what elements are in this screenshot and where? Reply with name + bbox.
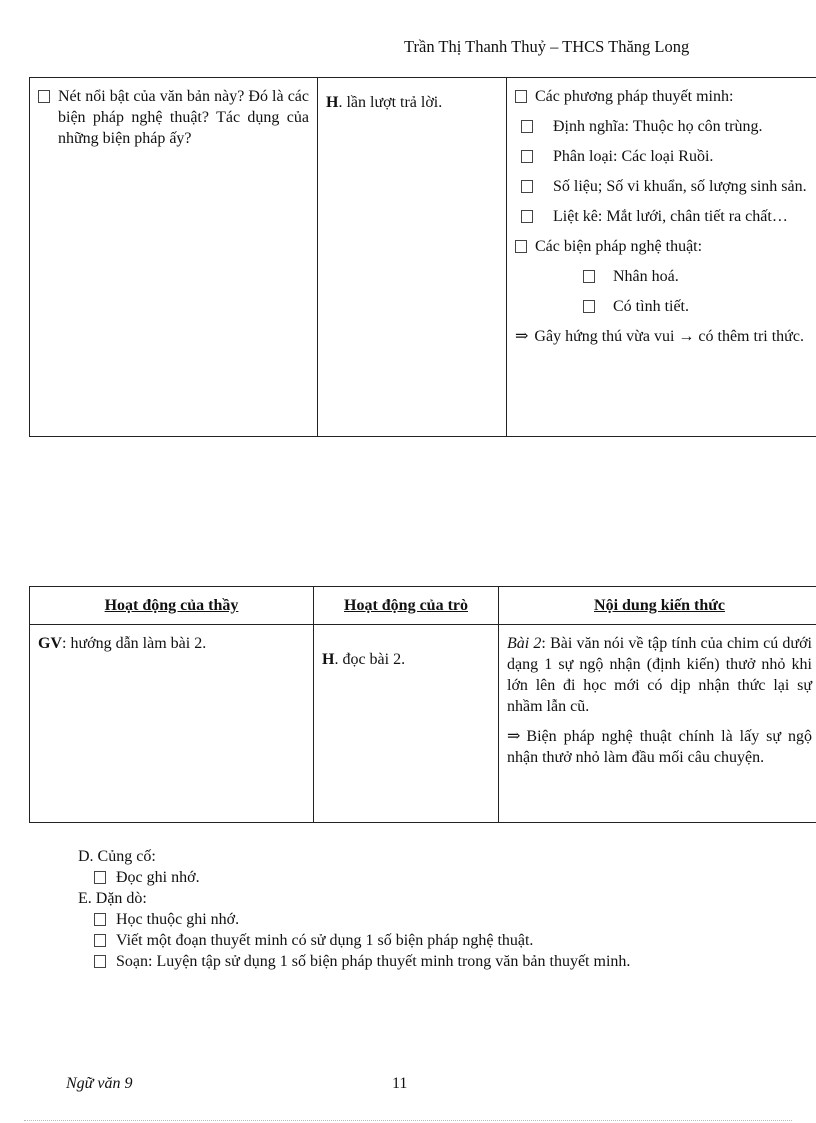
subject-label: Ngữ văn 9 [66,1075,133,1092]
checkbox-bullet-icon [38,90,50,103]
checkbox-bullet-icon [521,120,533,133]
student-prefix: H [326,94,339,111]
double-arrow-icon: ⇒ [515,328,529,345]
list-item: Viết một đoạn thuyết minh có sử dụng 1 số biện pháp nghệ thuật. [78,930,630,951]
knowledge-content-cell [499,625,816,823]
conclusion: ⇒ Gây hứng thú vừa vui → có thêm tri thức. [515,328,804,345]
list-item: Định nghĩa: Thuộc họ côn trùng. [515,116,816,137]
section-e-title: E. Dặn dò: [78,890,147,907]
teacher-activity-text: : hướng dẫn làm bài 2. [62,635,207,652]
lesson-paragraph: Bài 2: Bài văn nói về tập tính của chim cú dưới dạng 1 sự ngộ nhận (định kiến) thưở nhỏ khi lớn lên đi học mới có dịp nhận thức lại sự nhầm lẫn cũ. [507,635,813,715]
table-header-row [30,587,816,625]
checkbox-bullet-icon [94,934,106,947]
art-title: Các biện pháp nghệ thuật: [515,236,816,257]
checkbox-bullet-icon [583,270,595,283]
list-item: Có tình tiết. [515,296,816,317]
teacher-activity-cell [30,625,314,823]
checkbox-bullet-icon [521,210,533,223]
checkbox-bullet-icon [583,300,595,313]
header-content: Nội dung kiến thức [499,587,816,625]
checkbox-bullet-icon [515,240,527,253]
checkbox-bullet-icon [94,955,106,968]
checkbox-bullet-icon [94,871,106,884]
question-text: Nét nổi bật của văn bản này? Đó là các biện pháp nghệ thuật? Tác dụng của những biện pháp ấy? [58,88,309,147]
list-item: Soạn: Luyện tập sử dụng 1 số biện pháp thuyết minh trong văn bản thuyết minh. [78,951,630,972]
checkbox-bullet-icon [94,913,106,926]
table-row [30,78,816,437]
student-activity-cell [314,625,499,823]
teacher-prefix: GV [38,635,62,652]
lesson-table [29,586,816,823]
checkbox-bullet-icon [521,180,533,193]
list-item: Đọc ghi nhớ. [78,867,630,888]
list-item: Học thuộc ghi nhớ. [78,909,630,930]
list-item: Liệt kê: Mắt lưới, chân tiết ra chất… [515,206,816,227]
table-row [30,625,816,823]
double-arrow-icon: ⇒ [507,728,521,745]
student-activity-text: . đọc bài 2. [334,651,406,668]
lesson-label: Bài 2 [507,635,542,652]
lesson-footer [78,846,630,972]
list-item: Phân loại: Các loại Ruồi. [515,146,816,167]
right-arrow-icon: → [678,328,695,345]
lesson-conclusion: ⇒ Biện pháp nghệ thuật chính là lấy sự ngộ nhận thưở nhỏ làm đầu mối câu chuyện. [507,728,812,766]
question-item [38,86,309,149]
knowledge-content-cell [507,78,816,437]
student-prefix: H [322,651,335,668]
checkbox-bullet-icon [515,90,527,103]
student-activity-text: . lần lượt trả lời. [338,94,443,111]
list-item: Nhân hoá. [515,266,816,287]
page-header-author: Trần Thị Thanh Thuỷ – THCS Thăng Long [404,37,690,56]
list-item: Số liệu; Số vi khuẩn, số lượng sinh sản. [515,176,816,197]
header-student: Hoạt động của trò [314,587,499,625]
checkbox-bullet-icon [521,150,533,163]
page-number: 11 [392,1075,408,1092]
page-bottom-rule [24,1120,792,1121]
methods-title: Các phương pháp thuyết minh: [515,86,816,107]
teacher-activity-cell [30,78,318,437]
header-teacher: Hoạt động của thầy [30,587,314,625]
student-activity-cell [318,78,507,437]
lesson-table-continued [29,77,816,437]
section-d-title: D. Củng cố: [78,848,156,865]
